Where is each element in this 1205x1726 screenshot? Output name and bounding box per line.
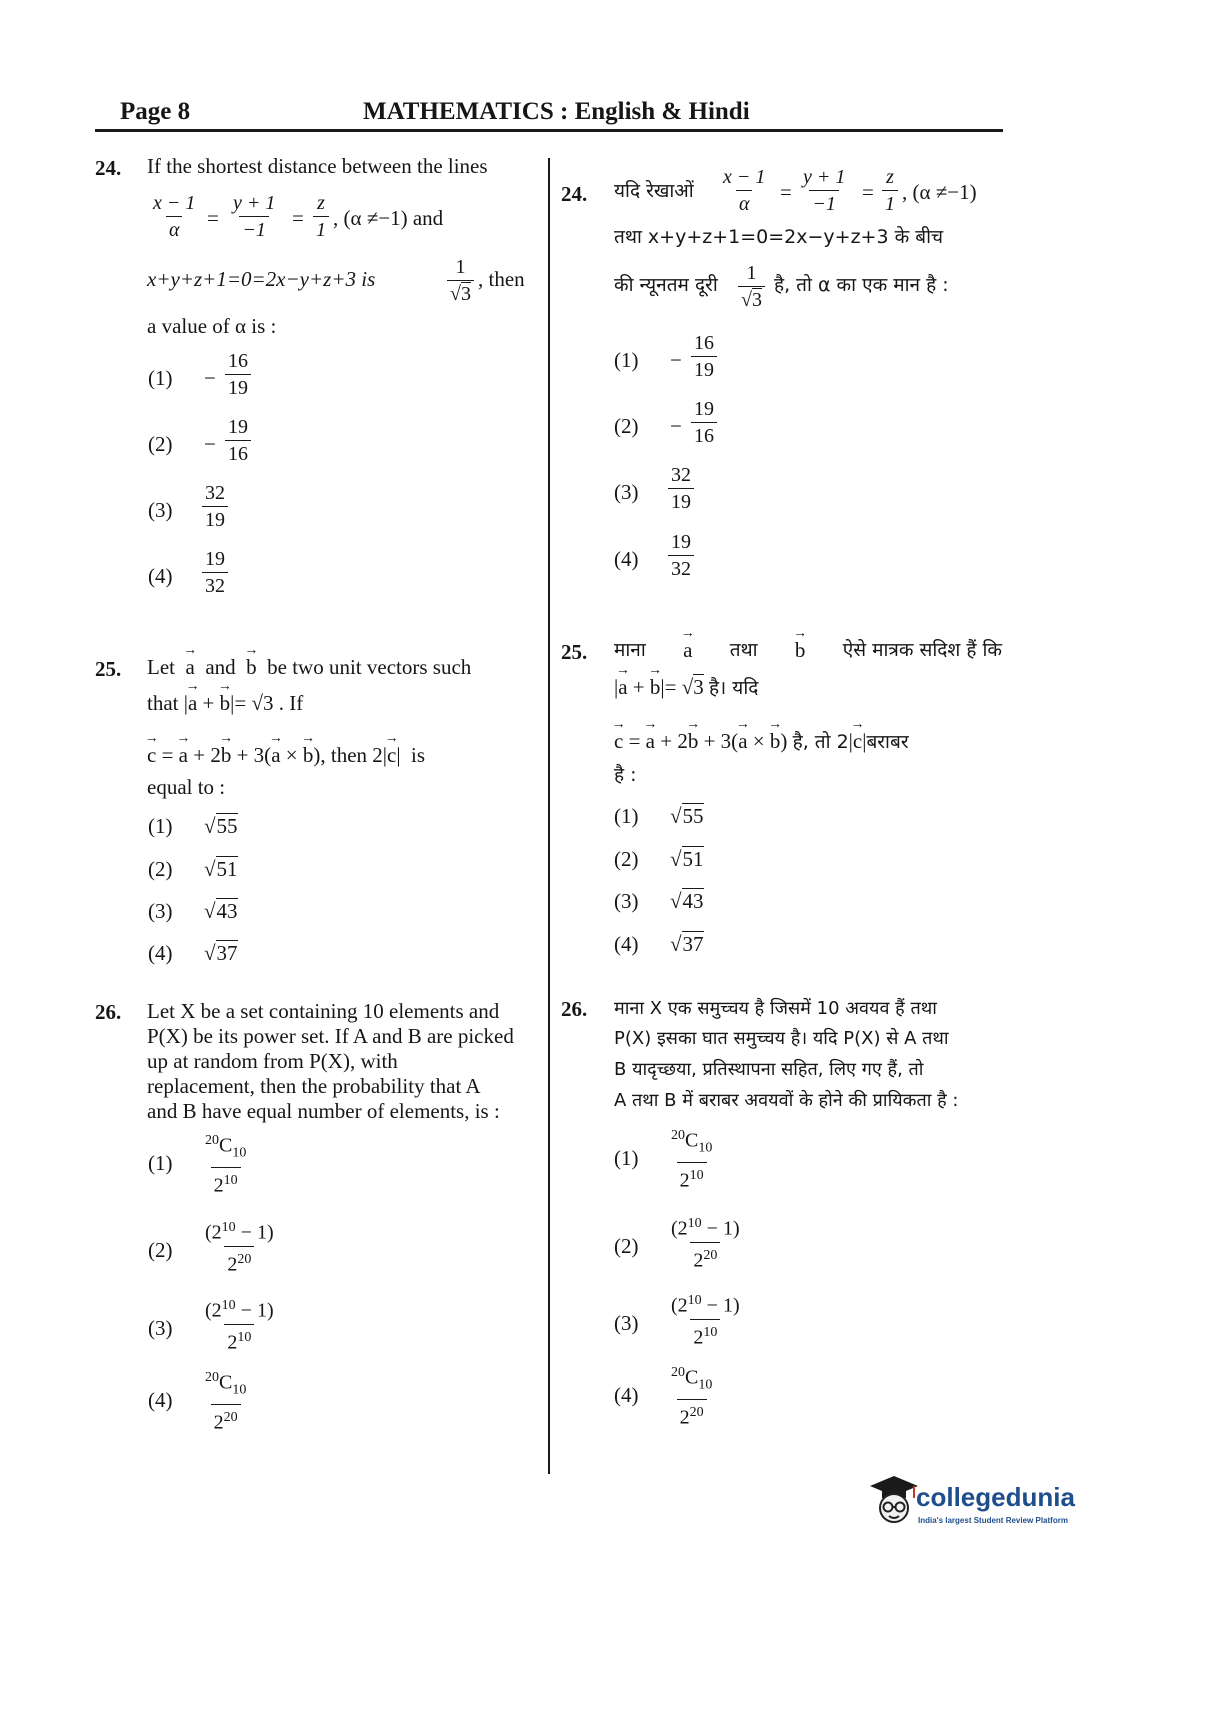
hindi-question-24-number: 24. (561, 182, 588, 206)
q26-line4: replacement, then the probability that A (147, 1074, 481, 1098)
q26-option-2-label[interactable]: (2) (148, 1238, 173, 1262)
hindi-q24-option-4-value[interactable]: $\frac{19}{32}$ (668, 531, 694, 580)
q24-option-1-value[interactable]: $\frac{16}{19}$ (225, 350, 251, 399)
hindi-q26-line2: P(X) इसका घात समुच्चय है। यदि P(X) से A तथा (614, 1028, 949, 1049)
minus-sign: − (204, 366, 216, 390)
question-24-number: 24. (95, 156, 122, 180)
hindi-q24-option-1-value[interactable]: $\frac{16}{19}$ (691, 332, 717, 381)
minus-sign: − (670, 414, 682, 438)
hindi-q24-option-3-label[interactable]: (3) (614, 480, 639, 504)
q24-option-4-label[interactable]: (4) (148, 564, 173, 588)
hindi-q25-line3: → c = → a + 2→ b + 3(→ a × → b) है, तो 2|→ c|बराबर (614, 728, 909, 756)
hindi-q25-option-2-value[interactable]: √51 (670, 847, 704, 871)
q26-line3: up at random from P(X), with (147, 1049, 398, 1073)
hindi-q24-line2: तथा x+y+z+1=0=2x−y+z+3 के बीच (614, 226, 944, 248)
q24-option-4-value[interactable]: $\frac{19}{32}$ (202, 548, 228, 597)
q24-option-3-value[interactable]: $\frac{32}{19}$ (202, 482, 228, 531)
q26-line2: P(X) be its power set. If A and B are picked (147, 1024, 514, 1048)
hindi-q25-option-1-value[interactable]: √55 (670, 804, 704, 828)
equals-sign: = (207, 206, 219, 230)
q24-fraction-y: $\frac{y + 1}{-1}$ (233, 192, 276, 241)
hindi-q24-fraction-y: $\frac{y + 1}{-1}$ (803, 166, 846, 215)
q25-option-4-value[interactable]: √37 (204, 941, 238, 965)
hindi-q24-distance-fraction: $\frac{1}{√3}$ (738, 262, 765, 311)
q25-option-2-label[interactable]: (2) (148, 857, 173, 881)
q25-option-1-label[interactable]: (1) (148, 814, 173, 838)
q24-text-line4: a value of α is : (147, 314, 277, 338)
header-rule (95, 129, 1003, 132)
hindi-q24-option-4-label[interactable]: (4) (614, 547, 639, 571)
q24-distance-fraction: $\frac{1}{√3}$ (447, 256, 474, 305)
hindi-q24-option-3-value[interactable]: $\frac{32}{19}$ (668, 464, 694, 513)
hindi-question-25-number: 25. (561, 640, 588, 664)
q26-option-1-value[interactable]: $\frac{^{20}C_{10}}{2^{10}}$ (205, 1133, 247, 1197)
q25-line4: equal to : (147, 775, 226, 799)
q24-planes: x+y+z+1=0=2x−y+z+3 is (147, 267, 376, 291)
q25-option-2-value[interactable]: √51 (204, 857, 238, 881)
q24-then: , then (478, 267, 525, 291)
equals-sign: = (292, 206, 304, 230)
hindi-question-26-number: 26. (561, 997, 588, 1021)
hindi-q26-option-1-value[interactable]: $\frac{^{20}C_{10}}{2^{10}}$ (671, 1128, 713, 1192)
hindi-q26-line4: A तथा B में बराबर अवयवों के होने की प्रायिकता है : (614, 1090, 959, 1111)
hindi-q26-line1: माना X एक समुच्चय है जिसमें 10 अवयव हैं तथा (614, 998, 937, 1019)
hindi-q24-option-2-label[interactable]: (2) (614, 414, 639, 438)
q24-option-2-label[interactable]: (2) (148, 432, 173, 456)
hindi-q24-line3b: है, तो α का एक मान है : (774, 274, 949, 296)
q24-fraction-x: $\frac{x - 1}{\alpha}$ (153, 192, 196, 241)
student-mascot-icon (868, 1474, 920, 1534)
hindi-q26-line3: B यादृच्छया, प्रतिस्थापना सहित, लिए गए हैं, तो (614, 1059, 924, 1080)
hindi-q24-option-1-label[interactable]: (1) (614, 348, 639, 372)
q24-fraction-z: $\frac{z}{1}$ (313, 192, 329, 241)
q25-line1: Let → a and → b be two unit vectors such (147, 654, 535, 681)
column-divider (548, 158, 550, 1474)
q26-option-3-label[interactable]: (3) (148, 1316, 173, 1340)
question-26-number: 26. (95, 1000, 122, 1024)
q25-option-4-label[interactable]: (4) (148, 941, 173, 965)
hindi-q26-option-2-label[interactable]: (2) (614, 1234, 639, 1258)
q26-option-1-label[interactable]: (1) (148, 1151, 173, 1175)
page-title: MATHEMATICS : English & Hindi (363, 98, 750, 125)
hindi-q24-condition: , (α ≠−1) (902, 180, 977, 204)
q25-option-3-value[interactable]: √43 (204, 899, 238, 923)
hindi-q25-option-3-label[interactable]: (3) (614, 889, 639, 913)
hindi-q24-line3a: की न्यूनतम दूरी (614, 274, 718, 296)
minus-sign: − (204, 432, 216, 456)
logo-tagline: India's largest Student Review Platform (918, 1516, 1068, 1525)
hindi-q26-option-3-label[interactable]: (3) (614, 1311, 639, 1335)
q24-text-line1: If the shortest distance between the lines (147, 154, 488, 178)
hindi-q25-option-2-label[interactable]: (2) (614, 847, 639, 871)
q25-line3: → c = → a + 2→ b + 3(→ a × → b), then 2|→ c| is (147, 742, 425, 769)
hindi-q24-option-2-value[interactable]: $\frac{19}{16}$ (691, 398, 717, 447)
q26-line1: Let X be a set containing 10 elements and (147, 999, 500, 1023)
hindi-q26-option-4-label[interactable]: (4) (614, 1383, 639, 1407)
q24-option-3-label[interactable]: (3) (148, 498, 173, 522)
hindi-q25-option-4-value[interactable]: √37 (670, 932, 704, 956)
q26-option-3-value[interactable]: $\frac{(2^{10} - 1)}{2^{10}}$ (205, 1298, 274, 1354)
hindi-q25-line1: माना → a तथा → b ऐसे मात्रक सदिश हैं कि (614, 637, 1002, 664)
hindi-q25-option-4-label[interactable]: (4) (614, 932, 639, 956)
q24-condition: , (α ≠−1) and (333, 206, 444, 230)
hindi-q25-line2: |→ a + → b|= √3 है। यदि (614, 674, 758, 702)
hindi-q25-option-1-label[interactable]: (1) (614, 804, 639, 828)
page-label: Page 8 (120, 98, 191, 125)
hindi-q26-option-1-label[interactable]: (1) (614, 1146, 639, 1170)
hindi-q26-option-2-value[interactable]: $\frac{(2^{10} - 1)}{2^{20}}$ (671, 1216, 740, 1272)
hindi-q26-option-3-value[interactable]: $\frac{(2^{10} - 1)}{2^{10}}$ (671, 1293, 740, 1349)
question-25-number: 25. (95, 657, 122, 681)
q26-line5: and B have equal number of elements, is : (147, 1099, 500, 1123)
q24-option-2-value[interactable]: $\frac{19}{16}$ (225, 416, 251, 465)
equals-sign: = (780, 180, 792, 204)
q25-line2: that |→ a + → b|= √3 . If (147, 690, 303, 717)
hindi-q26-option-4-value[interactable]: $\frac{^{20}C_{10}}{2^{20}}$ (671, 1365, 713, 1429)
q24-option-1-label[interactable]: (1) (148, 366, 173, 390)
hindi-q25-option-3-value[interactable]: √43 (670, 889, 704, 913)
collegedunia-logo (868, 1472, 1075, 1542)
hindi-q24-fraction-z: $\frac{z}{1}$ (882, 166, 898, 215)
logo-wordmark: collegedunia (916, 1482, 1075, 1512)
equals-sign: = (862, 180, 874, 204)
hindi-q24-fraction-x: $\frac{x - 1}{\alpha}$ (723, 166, 766, 215)
minus-sign: − (670, 348, 682, 372)
q25-option-1-value[interactable]: √55 (204, 814, 238, 838)
q26-option-4-label[interactable]: (4) (148, 1388, 173, 1412)
q26-option-4-value[interactable]: $\frac{^{20}C_{10}}{2^{20}}$ (205, 1370, 247, 1434)
hindi-q24-lead: यदि रेखाओं (614, 180, 694, 202)
hindi-q25-line4: है : (614, 764, 637, 786)
q26-option-2-value[interactable]: $\frac{(2^{10} - 1)}{2^{20}}$ (205, 1220, 274, 1276)
q25-option-3-label[interactable]: (3) (148, 899, 173, 923)
